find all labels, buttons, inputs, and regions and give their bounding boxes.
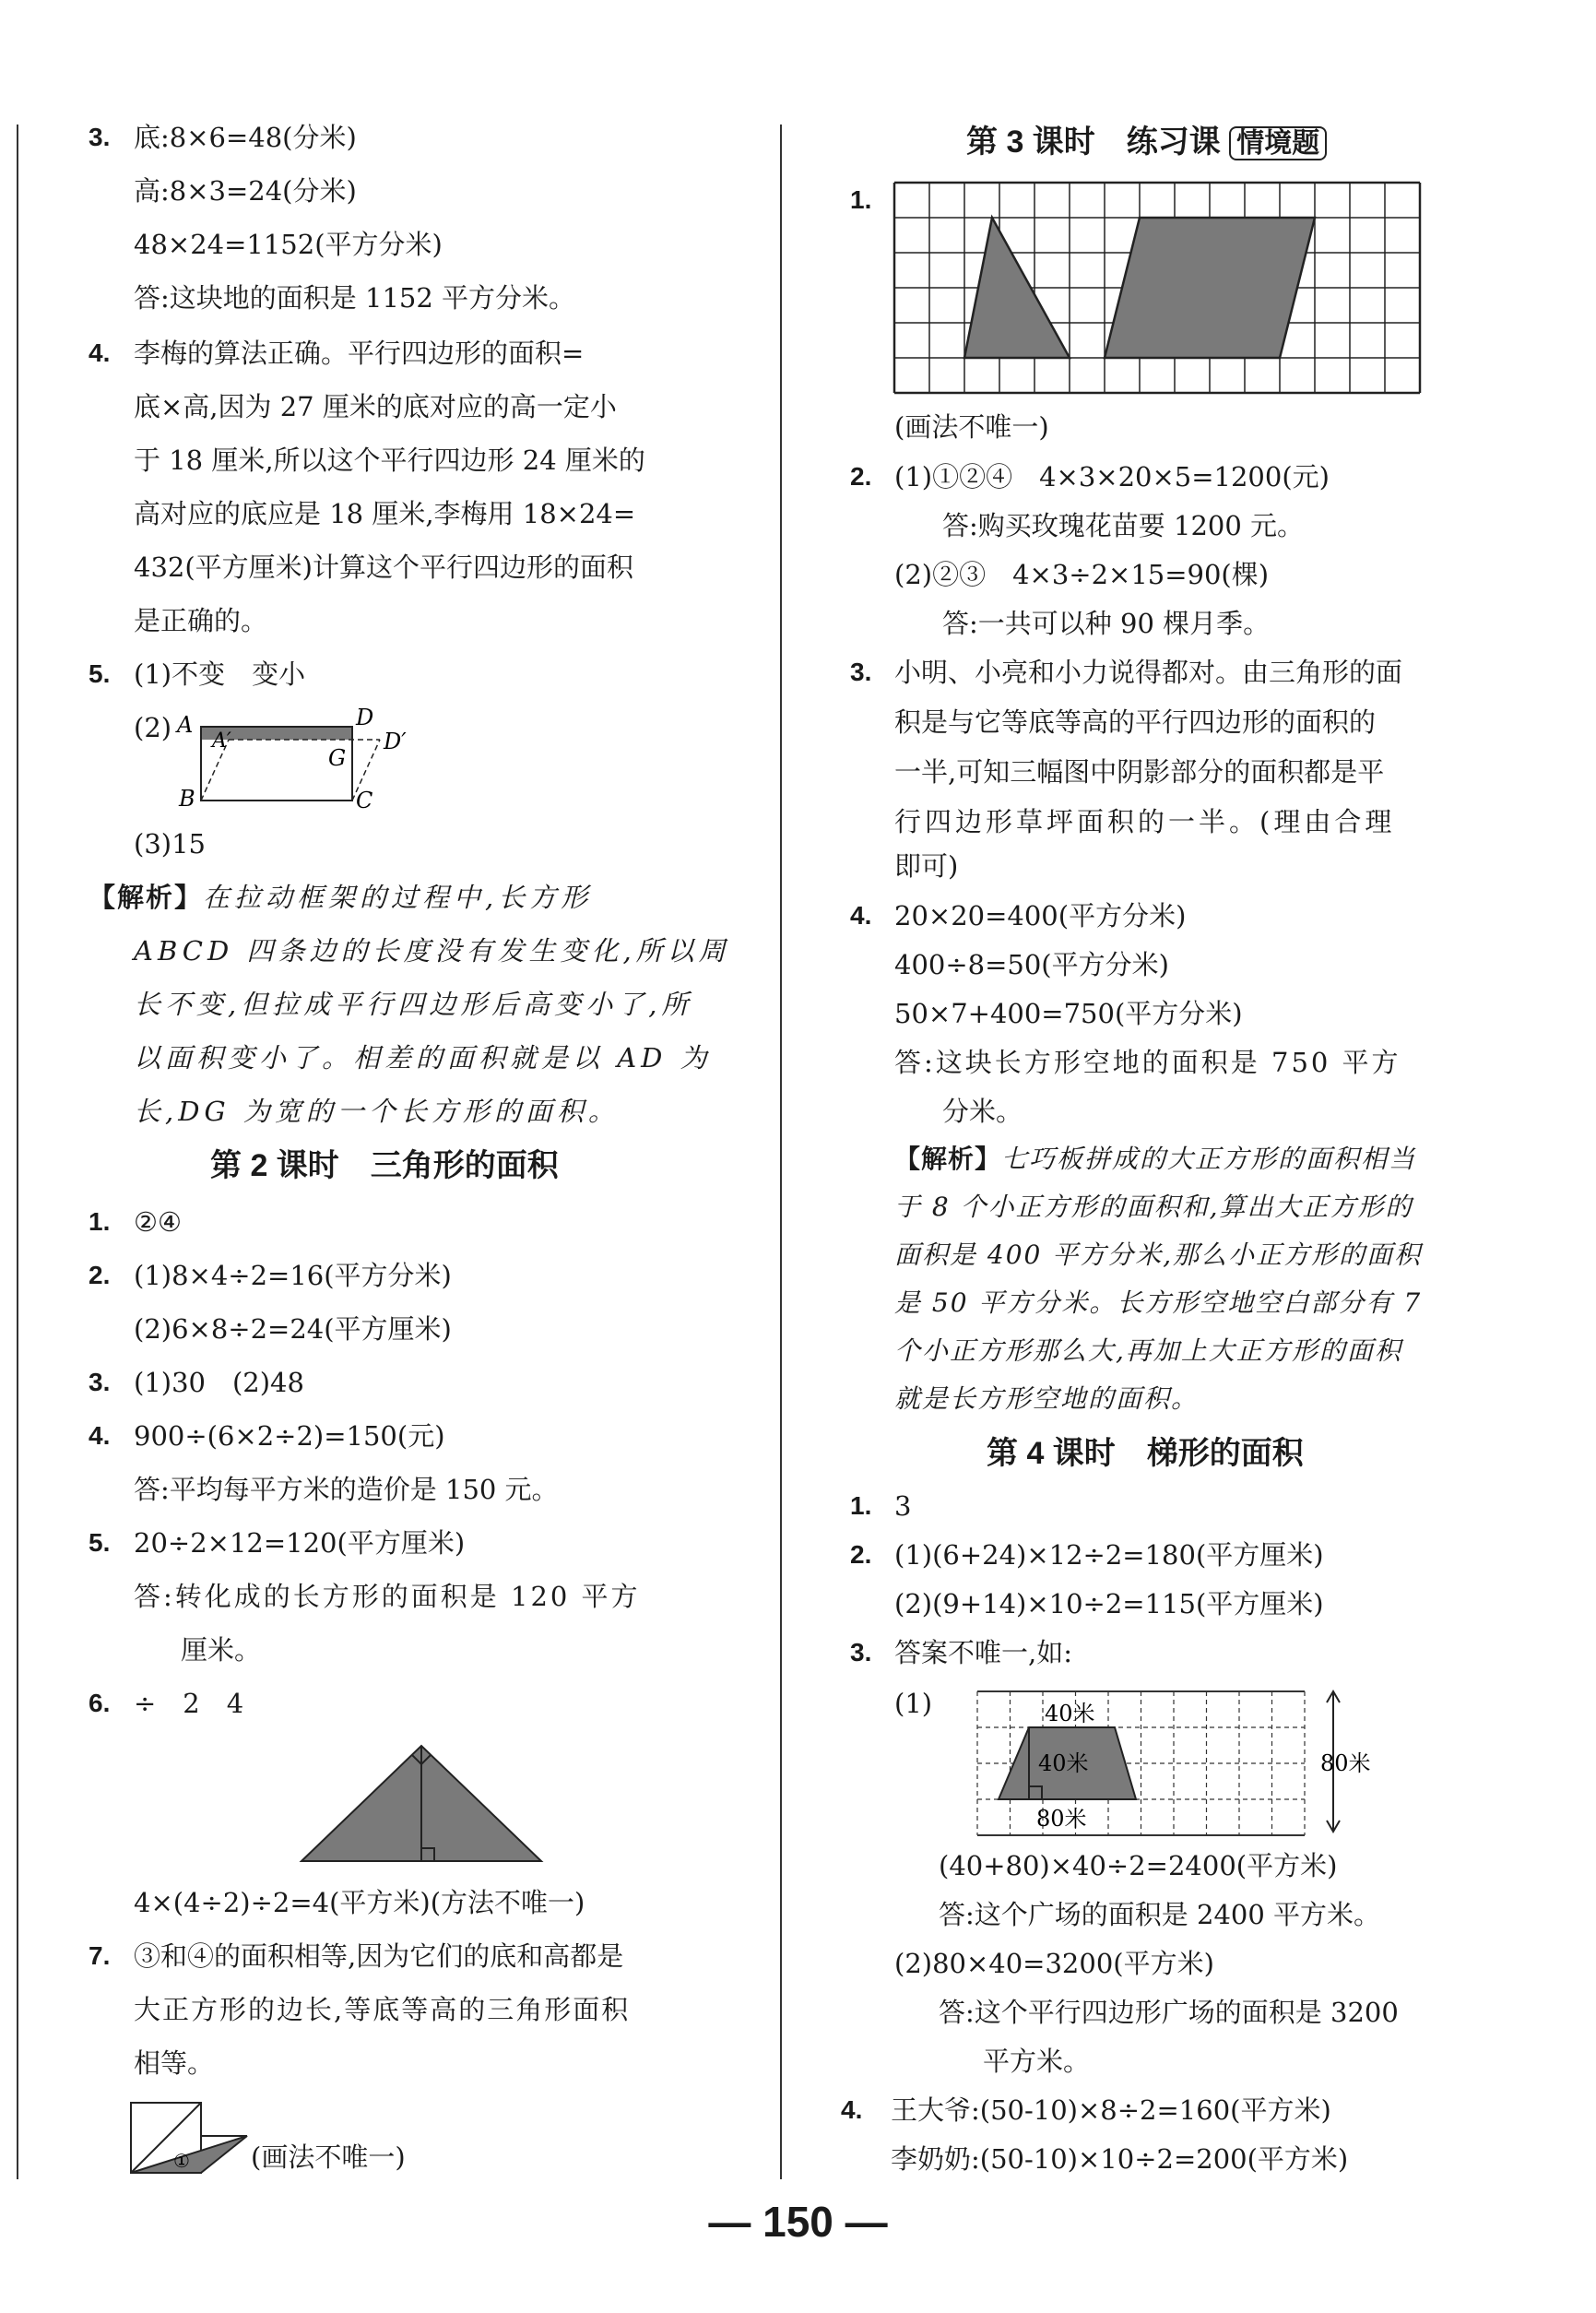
q4-line: 432(平方厘米)计算这个平行四边形的面积 <box>134 552 633 583</box>
q5-part1: (1)不变 变小 <box>134 658 306 690</box>
r-q3-number: 3. <box>850 658 872 686</box>
l4q3-trapezoid-figure <box>959 1688 1374 1835</box>
l2q6-formula: 4×(4÷2)÷2=4(平方米)(方法不唯一) <box>134 1887 585 1918</box>
q3-answer: 答:这块地的面积是 1152 平方分米。 <box>134 282 576 314</box>
l4q4-line: 李奶奶:(50-10)×10÷2=200(平方米) <box>891 2143 1349 2175</box>
analysis-line: 面积是 400 平方分米,那么小正方形的面积 <box>894 1240 1423 1270</box>
q3-line: 高:8×3=24(分米) <box>134 175 357 207</box>
l4q2-line: (2)(9+14)×10÷2=115(平方厘米) <box>894 1588 1324 1619</box>
analysis-line: 七巧板拼成的大正方形的面积相当 <box>1001 1144 1417 1174</box>
l2q1-number: 1. <box>89 1207 111 1236</box>
r-q2-number: 2. <box>850 462 872 491</box>
q3-line: 底:8×6=48(分米) <box>134 122 357 153</box>
l4q3-line: (40+80)×40÷2=2400(平方米) <box>939 1850 1338 1881</box>
r-q4-line: 50×7+400=750(平方分米) <box>894 998 1243 1029</box>
q5-part3: (3)15 <box>134 828 206 860</box>
q5-part2-label: (2) <box>134 712 172 743</box>
l2q7-line: 大正方形的边长,等底等高的三角形面积 <box>134 1994 631 2025</box>
analysis-line: 是 50 平方分米。长方形空地空白部分有 7 <box>894 1287 1423 1318</box>
l2q5-line: 20÷2×12=120(平方厘米) <box>134 1527 466 1559</box>
q5-number: 5. <box>89 659 111 688</box>
l2q2-line: (1)8×4÷2=16(平方分米) <box>134 1260 452 1291</box>
r-q2-line: (2)②③ 4×3÷2×15=90(棵) <box>894 559 1270 590</box>
analysis-line: 在拉动框架的过程中,长方形 <box>203 882 593 913</box>
l2q4-number: 4. <box>89 1421 111 1450</box>
q4-line: 高对应的底应是 18 厘米,李梅用 18×24= <box>134 498 636 529</box>
analysis-line: 个小正方形那么大,再加上大正方形的面积 <box>894 1335 1402 1366</box>
l4q2-number: 2. <box>850 1540 872 1569</box>
page-number: — 150 — <box>708 2198 888 2246</box>
r-q4-answer: 答:这块长方形空地的面积是 750 平方 <box>894 1047 1401 1078</box>
analysis-line: 于 8 个小正方形的面积和,算出大正方形的 <box>894 1192 1413 1222</box>
r-q3-line: 小明、小亮和小力说得都对。由三角形的面 <box>894 657 1403 688</box>
l2q5-answer: 厘米。 <box>181 1634 262 1666</box>
lesson4-heading: 第 4 课时 梯形的面积 <box>987 1436 1304 1471</box>
l2q2-number: 2. <box>89 1261 111 1289</box>
q1-note: (画法不唯一) <box>894 411 1049 443</box>
l4q3-part1-label: (1) <box>894 1688 933 1719</box>
r-q3-line: 即可) <box>894 850 959 882</box>
r-q4-line: 20×20=400(平方分米) <box>894 900 1187 931</box>
analysis-tag: 【解析】 <box>894 1145 1002 1173</box>
l4q4-number: 4. <box>841 2095 863 2124</box>
analysis-line: 就是长方形空地的面积。 <box>894 1383 1200 1414</box>
analysis-line: 长,DG 为宽的一个长方形的面积。 <box>134 1096 620 1127</box>
q4-line: 李梅的算法正确。平行四边形的面积= <box>134 338 585 369</box>
r-q2-answer: 答:购买玫瑰花苗要 1200 元。 <box>942 510 1305 541</box>
r-q3-line: 一半,可知三幅图中阴影部分的面积都是平 <box>894 756 1385 788</box>
r-q3-line: 行四边形草坪面积的一半。(理由合理 <box>894 806 1396 837</box>
q5-analysis <box>89 882 592 915</box>
l2q4-line: 900÷(6×2÷2)=150(元) <box>134 1420 445 1452</box>
l2q7-number: 7. <box>89 1941 111 1970</box>
l2q7-square-figure <box>129 2101 258 2175</box>
r-q4-line: 400÷8=50(平方分米) <box>894 949 1169 980</box>
l2q6-answer: ÷ 2 4 <box>134 1688 244 1719</box>
lesson3-heading <box>966 124 1327 161</box>
l2q3-answer: (1)30 (2)48 <box>134 1367 304 1398</box>
l2q7-note: (画法不唯一) <box>251 2141 406 2173</box>
l2q3-number: 3. <box>89 1368 111 1396</box>
lesson3-title: 第 3 课时 练习课 <box>966 125 1221 160</box>
analysis-line: 长不变,但拉成平行四边形后高变小了,所 <box>134 989 693 1020</box>
lesson2-heading: 第 2 课时 三角形的面积 <box>210 1148 559 1183</box>
l4q3-number: 3. <box>850 1638 872 1667</box>
q4-line: 底×高,因为 27 厘米的底对应的高一定小 <box>134 391 617 422</box>
l2q6-triangle-figure <box>297 1741 546 1870</box>
l2q1-answer: ②④ <box>134 1206 182 1238</box>
r-q4-analysis <box>894 1144 1416 1175</box>
q4-line: 是正确的。 <box>134 605 268 636</box>
l4q3-answer: 平方米。 <box>983 2046 1091 2077</box>
l2q5-number: 5. <box>89 1528 111 1557</box>
q3-number: 3. <box>89 123 111 151</box>
l4q2-line: (1)(6+24)×12÷2=180(平方厘米) <box>894 1539 1324 1571</box>
r-q4-number: 4. <box>850 901 872 930</box>
label-a-prime: A′ <box>212 729 231 753</box>
l2q7-line: 相等。 <box>134 2047 215 2079</box>
l4q1-answer: 3 <box>894 1490 912 1522</box>
r-q1-number: 1. <box>850 185 872 214</box>
label-c: C <box>356 788 373 813</box>
label-a: A <box>177 712 194 738</box>
q1-grid-figure <box>894 183 1420 395</box>
q5-rectangle-figure <box>175 705 479 813</box>
l2q6-number: 6. <box>89 1689 111 1717</box>
l2q5-answer: 答:转化成的长方形的面积是 120 平方 <box>134 1581 641 1612</box>
analysis-line: ABCD 四条边的长度没有发生变化,所以周 <box>134 935 730 967</box>
column-divider <box>780 125 782 2179</box>
l4q1-number: 1. <box>850 1491 872 1520</box>
r-q3-line: 积是与它等底等高的平行四边形的面积的 <box>894 706 1377 738</box>
q4-number: 4. <box>89 338 111 367</box>
l4q4-line: 王大爷:(50-10)×8÷2=160(平方米) <box>891 2094 1331 2126</box>
label-g: G <box>328 745 347 771</box>
l4q3-answer: 答:这个平行四边形广场的面积是 3200 <box>939 1997 1399 2028</box>
side-label: 80米 <box>1320 1750 1371 1776</box>
analysis-tag: 【解析】 <box>89 884 204 913</box>
q4-line: 于 18 厘米,所以这个平行四边形 24 厘米的 <box>134 445 645 476</box>
r-q2-answer: 答:一共可以种 90 棵月季。 <box>942 608 1271 639</box>
analysis-line: 以面积变小了。相差的面积就是以 AD 为 <box>134 1042 712 1073</box>
page-number-value: 150 <box>763 2198 833 2246</box>
r-q2-line: (1)①②④ 4×3×20×5=1200(元) <box>894 461 1330 492</box>
scenario-badge: 情境题 <box>1229 126 1327 160</box>
top-base-label: 40米 <box>1045 1701 1095 1726</box>
circled-one-mark: ① <box>173 2150 190 2172</box>
label-d-prime: D′ <box>384 729 407 754</box>
r-q4-answer: 分米。 <box>942 1096 1023 1127</box>
l2q4-answer: 答:平均每平方米的造价是 150 元。 <box>134 1474 559 1505</box>
q3-line: 48×24=1152(平方分米) <box>134 229 443 260</box>
l2q2-line: (2)6×8÷2=24(平方厘米) <box>134 1313 452 1345</box>
label-b: B <box>179 786 195 812</box>
l4q3-line: (2)80×40=3200(平方米) <box>894 1948 1214 1979</box>
left-margin-rule <box>17 125 18 2179</box>
bottom-base-label: 80米 <box>1036 1806 1087 1832</box>
l4q3-intro: 答案不唯一,如: <box>894 1637 1072 1668</box>
l4q3-answer: 答:这个广场的面积是 2400 平方米。 <box>939 1899 1381 1930</box>
height-label: 40米 <box>1038 1750 1089 1776</box>
l2q7-line: ③和④的面积相等,因为它们的底和高都是 <box>134 1940 624 1972</box>
label-d: D <box>356 705 374 730</box>
shaded-parallelogram <box>1105 218 1315 358</box>
